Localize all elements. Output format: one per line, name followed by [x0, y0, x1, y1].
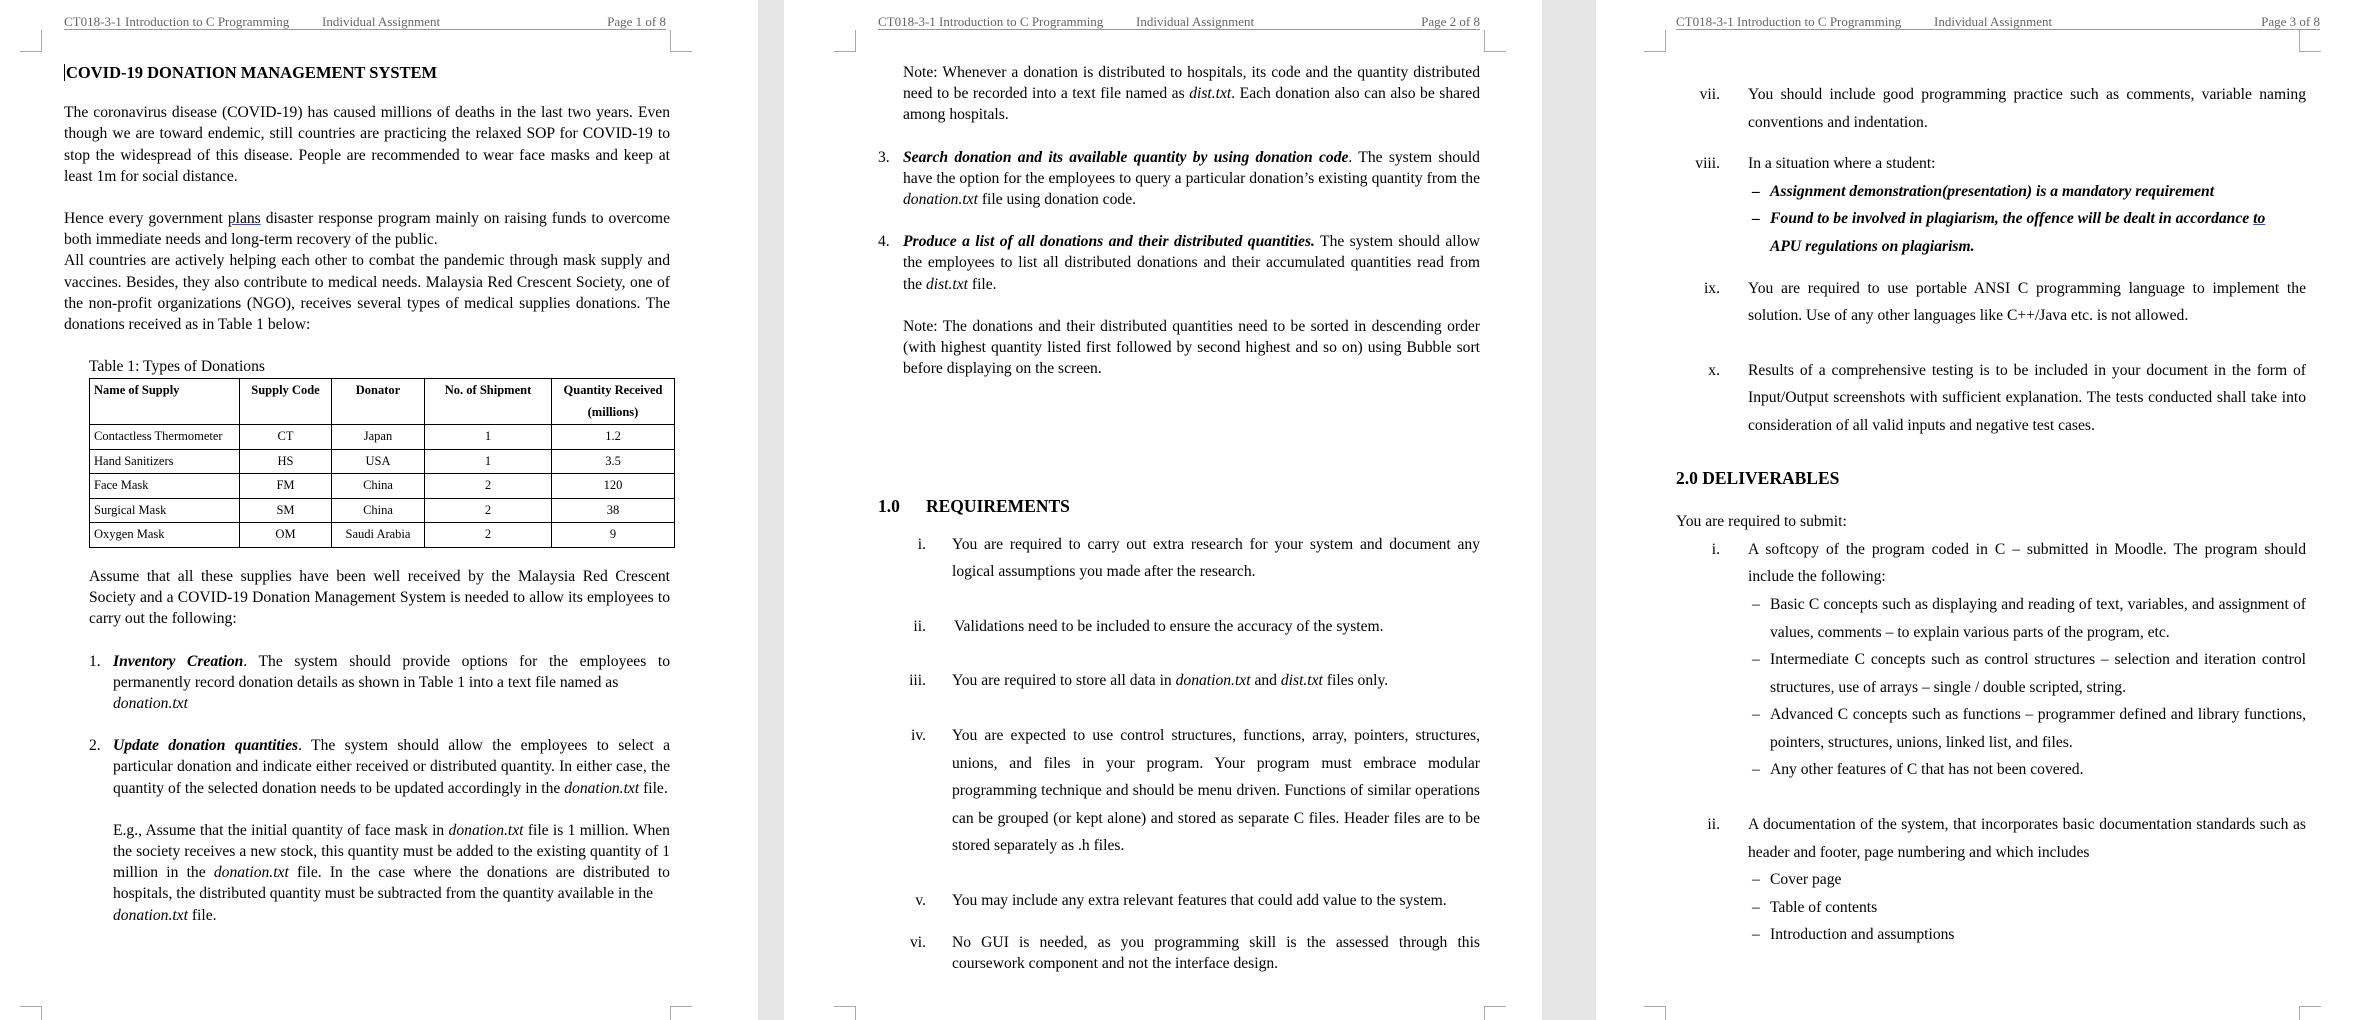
list-number: x.	[1708, 361, 1720, 379]
header-page-number: Page 1 of 8	[607, 14, 666, 29]
table-cell: 1.2	[552, 425, 675, 450]
bullet-item: – Basic C concepts such as displaying and reading of text, variables, and assignment of values, comments – to explain various parts of the program, etc.	[1748, 591, 2306, 646]
header-course: CT018-3-1 Introduction to C Programming	[1676, 14, 1902, 29]
table-cell: China	[332, 474, 425, 499]
table-cell: Hand Sanitizers	[90, 449, 240, 474]
list-number: iii.	[909, 672, 926, 690]
bullet-item: – Introduction and assumptions	[1748, 921, 2306, 949]
requirements-list	[878, 531, 1480, 974]
table-cell: HS	[240, 449, 332, 474]
table-cell: FM	[240, 474, 332, 499]
table-header-row	[90, 379, 675, 425]
list-item: i. You are required to carry out extra research for your system and document any logical assumptions you made after the research.	[878, 531, 1480, 586]
crop-mark	[1484, 30, 1506, 52]
document-page-3	[1596, 0, 2360, 1020]
list-item: x. Results of a comprehensive testing is to be included in your document in the form of Input/Output screenshots with sufficient explanation. The tests conducted shall take into consideration of all valid inputs and negative test cases.	[1676, 357, 2306, 440]
list-item: 1. Inventory Creation. The system should provide options for the employees to permanently record donation details as shown in Table 1 into a text file named as donation.txt	[89, 652, 670, 712]
table-cell: Saudi Arabia	[332, 523, 425, 548]
crop-mark	[1644, 1006, 1666, 1020]
sort-note-paragraph: Note: The donations and their distributed quantities need to be sorted in descending order (with highest quantity listed first followed by second highest and so on) using Bubble sort before displaying on the screen.	[903, 317, 1480, 378]
crop-mark	[20, 1006, 42, 1020]
table-cell: 38	[552, 498, 675, 523]
table-cell: 2	[425, 523, 552, 548]
list-number: 1.	[89, 652, 101, 670]
crop-mark	[2299, 30, 2321, 52]
list-item: iv. You are expected to use control structures, functions, array, pointers, structures, unions, and files in your program. Your program must embrace modular programming technique and should be menu driven. Functions of similar operations can be grouped (or kept alone) and stored as separate C files. Header files are to be stored separately as .h files.	[878, 722, 1480, 860]
list-number: ix.	[1703, 279, 1720, 297]
list-number: vi.	[909, 933, 926, 951]
list-item: ii. Validations need to be included to ensure the accuracy of the system.	[878, 613, 1480, 641]
note-paragraph: Note: Whenever a donation is distributed to hospitals, its code and the quantity distributed need to be recorded into a text file named as dist.txt. Each donation also can also be shared among hospitals.	[903, 64, 1480, 124]
list-number: 2.	[89, 737, 101, 755]
table-cell: Japan	[332, 425, 425, 450]
list-number: vii.	[1699, 86, 1720, 103]
page-header	[1676, 14, 2320, 30]
bullet-item: – Any other features of C that has not been covered.	[1748, 756, 2306, 784]
list-number: ii.	[913, 617, 926, 635]
document-page-1	[0, 0, 758, 1020]
donations-table	[89, 378, 675, 548]
table-header-cell: Name of Supply	[90, 379, 240, 425]
bullet-item: – Table of contents	[1748, 894, 2306, 922]
countries-paragraph: All countries are actively helping each other to combat the pandemic through mask supply and vaccines. Besides, they also contribute to medical needs. Malaysia Red Crescent Society, one of the non-profit organizations (NGO), receives several types of medical supplies donations. The donations received as in Table 1 below:	[64, 252, 670, 334]
crop-mark	[20, 30, 42, 52]
table-cell: Surgical Mask	[90, 498, 240, 523]
table-cell: CT	[240, 425, 332, 450]
text-cursor	[64, 64, 65, 81]
table-cell: Contactless Thermometer	[90, 425, 240, 450]
crop-mark	[670, 1006, 692, 1020]
table-row	[90, 425, 675, 450]
intro-paragraph: The coronavirus disease (COVID-19) has caused millions of deaths in the last two years. Even though we are toward endemic, still countries are practicing the relaxed SOP for COVID-19 to stop the widespread of this disease. People are recommended to wear face masks and keep at least 1m for social distance.	[64, 104, 670, 185]
bullet-item: – Found to be involved in plagiarism, the offence will be dealt in accordance to APU regulations on plagiarism.	[1748, 205, 2306, 260]
list-number: viii.	[1695, 155, 1720, 173]
table-cell: China	[332, 498, 425, 523]
bullet-item: – Cover page	[1748, 866, 2306, 894]
table-cell: Face Mask	[90, 474, 240, 499]
crop-mark	[834, 30, 856, 52]
table-cell: 2	[425, 474, 552, 499]
table-header-cell: Donator	[332, 379, 425, 425]
assumption-paragraph: Assume that all these supplies have been well received by the Malaysia Red Crescent Society and a COVID-19 Donation Management System is needed to allow its employees to carry out the following:	[89, 567, 670, 628]
table-cell: USA	[332, 449, 425, 474]
list-item: 2. Update donation quantities. The system should allow the employees to select a particular donation and indicate either received or distributed quantity. In either case, the quantity of the selected donation needs to be updated accordingly in the donation.txt file. E.g., Assume that the initial quantity of face mask in donation.txt file is 1 million. When the society receives a new stock, this quantity must be added to the existing quantity of 1 million in the donation.txt file. In the case where the donations are distributed to hospitals, the distributed quantity must be subtracted from the quantity available in the donation.txt file.	[89, 735, 670, 926]
table-caption: Table 1: Types of Donations	[89, 358, 265, 376]
table-cell: 1	[425, 425, 552, 450]
list-number: iv.	[910, 727, 926, 745]
deliverables-intro: You are required to submit:	[1676, 513, 1847, 531]
list-item: 4. Produce a list of all donations and their distributed quantities. The system should allow the employees to list all distributed donations and their accumulated quantities read from the dist.txt file.	[878, 233, 1480, 293]
table-cell: 3.5	[552, 449, 675, 474]
table-header-cell: No. of Shipment	[425, 379, 552, 425]
document-page-2	[784, 0, 1542, 1020]
header-course: CT018-3-1 Introduction to C Programming	[878, 14, 1104, 29]
list-item: vii. You should include good programming practice such as comments, variable naming conventions and indentation.	[1676, 81, 2306, 136]
deliverables-heading: 2.0 DELIVERABLES	[1676, 467, 1840, 488]
table-cell: 1	[425, 449, 552, 474]
crop-mark	[1644, 30, 1666, 52]
header-assignment: Individual Assignment	[322, 14, 441, 29]
government-paragraph: Hence every government plans disaster response program mainly on raising funds to overcome both immediate needs and long-term recovery of the public.	[64, 210, 670, 249]
header-page-number: Page 2 of 8	[1421, 14, 1480, 29]
page-1-body	[64, 62, 670, 926]
page-2-body	[878, 62, 1480, 974]
table-cell: OM	[240, 523, 332, 548]
bullet-item: – Intermediate C concepts such as control structures – selection and iteration control structures, use of arrays – single / double scripted, string.	[1748, 646, 2306, 701]
table-header-cell: Supply Code	[240, 379, 332, 425]
table-row	[90, 449, 675, 474]
list-item: ii. A documentation of the system, that incorporates basic documentation standards such as header and footer, page numbering and which includes – Cover page – Table of contents – Introduction and assumptions	[1676, 811, 2306, 949]
bullet-item: – Assignment demonstration(presentation) is a mandatory requirement	[1748, 178, 2306, 206]
table-cell: 120	[552, 474, 675, 499]
table-row	[90, 474, 675, 499]
list-number: 4.	[878, 233, 890, 251]
crop-mark	[2299, 1006, 2321, 1020]
crop-mark	[1484, 1006, 1506, 1020]
list-number: ii.	[1707, 816, 1720, 834]
page-header	[64, 14, 666, 30]
header-page-number: Page 3 of 8	[2261, 14, 2320, 29]
table-cell: 2	[425, 498, 552, 523]
table-row	[90, 498, 675, 523]
list-item: vi. No GUI is needed, as you programming skill is the assessed through this coursework component and not the interface design.	[878, 932, 1480, 974]
list-item: 3. Search donation and its available quantity by using donation code. The system should have the option for the employees to query a particular donation’s existing quantity from the donation.txt file using donation code.	[878, 148, 1480, 209]
header-assignment: Individual Assignment	[1136, 14, 1255, 29]
requirements-heading: 1.0 REQUIREMENTS	[878, 496, 1070, 517]
list-item: iii. You are required to store all data in donation.txt and dist.txt files only.	[878, 667, 1480, 695]
table-header-cell: Quantity Received (millions)	[552, 379, 675, 425]
bullet-item: – Advanced C concepts such as functions – programmer defined and library functions, pointers, structures, unions, linked list, and files.	[1748, 701, 2306, 756]
page-3-body	[1676, 81, 2306, 949]
document-title[interactable]: COVID-19 DONATION MANAGEMENT SYSTEM	[66, 63, 438, 82]
table-cell: Oxygen Mask	[90, 523, 240, 548]
list-item: v. You may include any extra relevant features that could add value to the system.	[878, 887, 1480, 915]
crop-mark	[834, 1006, 856, 1020]
crop-mark	[670, 30, 692, 52]
list-number: i.	[917, 535, 926, 553]
list-number: v.	[915, 891, 926, 909]
table-cell: 9	[552, 523, 675, 548]
list-item: i. A softcopy of the program coded in C – submitted in Moodle. The program should include the following: – Basic C concepts such as displaying and reading of text, variables, and assignment of values, comments – to explain various parts of the program, etc. – Intermediate C concepts such as control structures – selection and iteration control structures, use of arrays – single / double scripted, string. – Advanced C concepts such as functions – programmer defined and library functions, pointers, structures, unions, linked list, and files. – Any other features of C that has not been covered.	[1676, 536, 2306, 784]
list-number: i.	[1711, 540, 1720, 558]
list-item: viii. In a situation where a student: – Assignment demonstration(presentation) is a mandatory requirement – Found to be involved in plagiarism, the offence will be dealt in accordance to APU regulations on plagiarism.	[1676, 150, 2306, 260]
list-number: 3.	[878, 148, 890, 166]
table-cell: SM	[240, 498, 332, 523]
header-assignment: Individual Assignment	[1934, 14, 2053, 29]
example-paragraph: E.g., Assume that the initial quantity of face mask in donation.txt file is 1 million. When the society receives a new stock, this quantity must be added to the existing quantity of 1 million in the donation.txt file. In the case where the donations are distributed to hospitals, the distributed quantity must be subtracted from the quantity available in the donation.txt file.	[113, 821, 670, 924]
list-item: ix. You are required to use portable ANSI C programming language to implement the solution. Use of any other languages like C++/Java etc. is not allowed.	[1676, 275, 2306, 330]
table-row	[90, 523, 675, 548]
header-course: CT018-3-1 Introduction to C Programming	[64, 14, 290, 29]
page-header	[878, 14, 1480, 30]
